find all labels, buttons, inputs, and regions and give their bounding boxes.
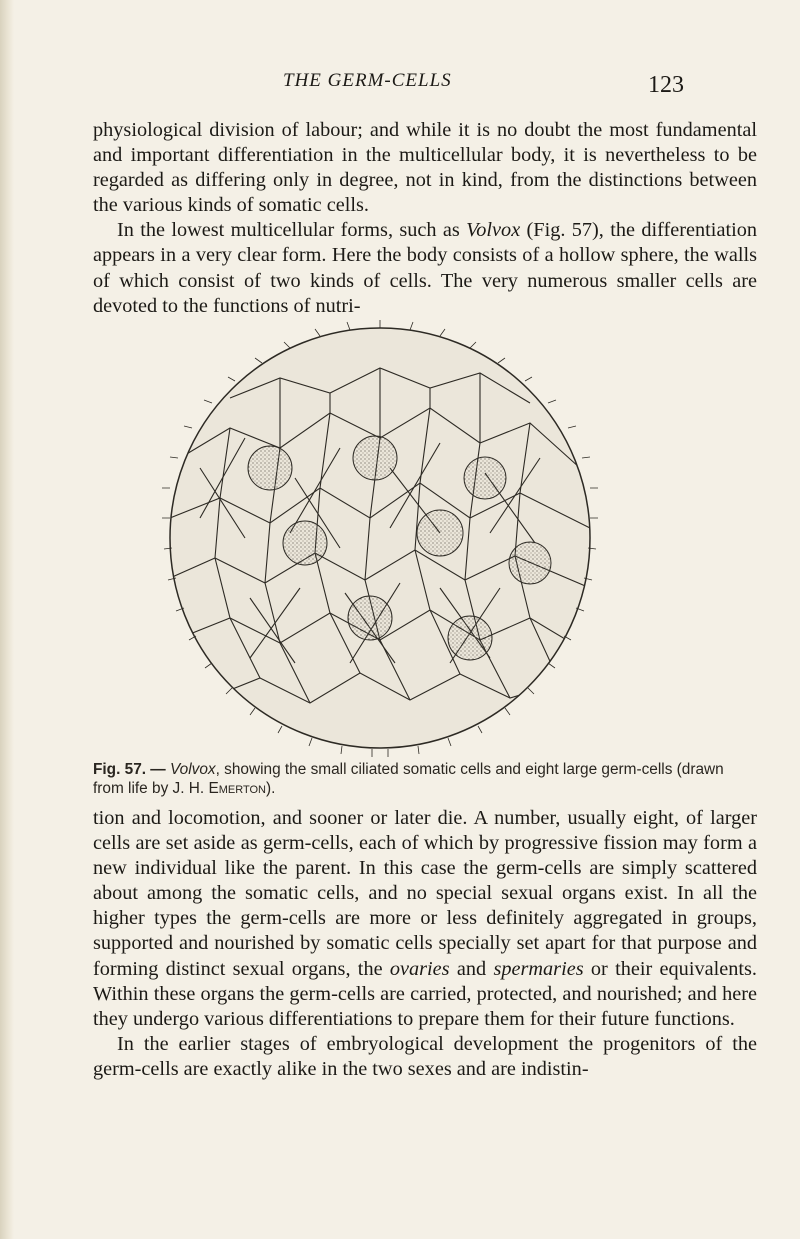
page-header — [0, 70, 800, 100]
germ-cell — [448, 616, 492, 660]
text-block-bottom — [93, 806, 757, 1082]
paragraph-volvox: In the lowest multicellular forms, such as Volvox (Fig. 57), the differentiation appears in a very clear form. Here the body consists of a hollow sphere, the walls of which consist of two kinds of cells. The very numerous smaller cells are devoted to the functions of nutri- — [93, 219, 757, 317]
term-ovaries: ovaries — [389, 957, 450, 980]
paragraph-embryology: In the earlier stages of embryological development the progenitors of the germ-cells are exactly alike in the two sexes and are indistin- — [93, 1032, 757, 1080]
germ-cell — [353, 436, 397, 480]
germ-cell — [509, 542, 551, 584]
caption-end: ). — [265, 780, 276, 797]
caption-text: , showing the small ciliated somatic cells and eight large germ-cells (drawn from life by J. H. — [93, 761, 724, 797]
genus-volvox: Volvox — [466, 219, 521, 242]
germ-cell — [464, 457, 506, 499]
page-spine-shadow — [0, 0, 14, 1239]
term-spermaries: spermaries — [493, 957, 584, 980]
figure-caption — [93, 760, 757, 798]
paragraph-germ-cells: tion and locomotion, and sooner or later die. A number, usually eight, of larger cells are set aside as germ-cells, each of which by progressive fission may form a new individual like the parent. In this case the germ-cells are simply scattered about among the somatic cells, and no special sexual organs exist. In all the higher types the germ-cells are more or less definitely aggregated in groups, supported and nourished by somatic cells specially set apart for that purpose and forming distinct sexual organs, the ovaries and spermaries or their equivalents. Within these organs the germ-cells are carried, protected, and nourished; and here they undergo various differentiations to prepare them for their future functions. — [93, 807, 757, 1030]
germ-cell — [417, 510, 463, 556]
germ-cell — [248, 446, 292, 490]
volvox-illustration — [140, 318, 620, 758]
paragraph-continued: physiological division of labour; and while it is no doubt the most fundamental and important differentiation in the multicellular body, it is nevertheless to be regarded as differing only in degree, not in kind, from the distinctions between the various kinds of somatic cells. — [93, 119, 757, 217]
germ-cell — [348, 596, 392, 640]
running-title: THE GERM-CELLS — [283, 70, 452, 91]
caption-author: Emerton — [208, 780, 266, 797]
page-number: 123 — [648, 72, 684, 98]
text-block-top — [93, 118, 757, 319]
figure-label: Fig. 57. — — [93, 761, 166, 778]
caption-genus: Volvox — [169, 761, 216, 778]
germ-cell — [283, 521, 327, 565]
